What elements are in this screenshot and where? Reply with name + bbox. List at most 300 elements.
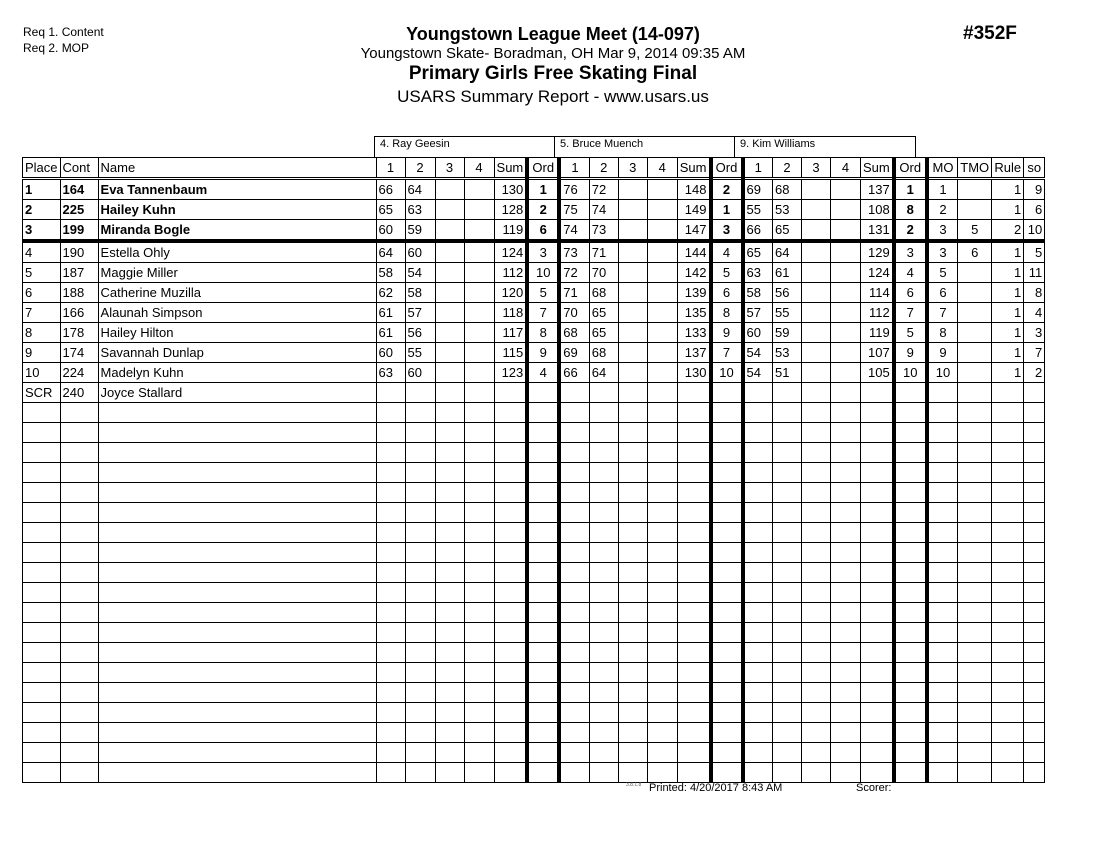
judge2-score-3 [618,220,647,242]
empty-cell [958,543,992,563]
empty-cell [60,663,98,683]
empty-cell [464,523,494,543]
judge3-ordinal: 3 [894,241,927,263]
empty-cell [60,503,98,523]
empty-cell [494,743,527,763]
empty-cell [647,743,677,763]
empty-cell [992,523,1024,543]
empty-cell [618,483,647,503]
mo-cell: 10 [927,363,958,383]
empty-cell [60,683,98,703]
empty-cell [464,563,494,583]
empty-cell [494,603,527,623]
empty-cell [464,743,494,763]
judge1-score-3 [435,283,464,303]
empty-cell [992,603,1024,623]
empty-cell [743,563,773,583]
empty-cell [435,463,464,483]
empty-cell [60,743,98,763]
empty-cell [1024,403,1045,423]
empty-cell [647,423,677,443]
empty-cell [647,443,677,463]
empty-cell [618,683,647,703]
empty-cell [711,543,743,563]
empty-cell [559,683,589,703]
empty-cell [435,703,464,723]
empty-cell [831,723,861,743]
judge1-score-3 [435,303,464,323]
empty-cell [559,543,589,563]
empty-cell [992,563,1024,583]
empty-cell [559,643,589,663]
judge2-score-sum: 144 [677,241,710,263]
empty-cell [861,483,894,503]
empty-cell [711,483,743,503]
empty-cell [992,403,1024,423]
judge2-score-sum: 149 [677,200,710,220]
empty-cell [435,743,464,763]
empty-cell [831,703,861,723]
judge2-score-1: 76 [559,179,589,200]
empty-cell [98,643,376,663]
judge3-score-1: 54 [743,363,773,383]
empty-cell [773,643,802,663]
empty-cell [743,763,773,783]
judge1-score-sum: 130 [494,179,527,200]
empty-cell [677,503,710,523]
empty-cell [1024,763,1045,783]
empty-cell [98,563,376,583]
judge1-score-1: 60 [376,343,405,363]
judge3-score-1: 69 [743,179,773,200]
empty-cell [589,423,618,443]
empty-cell [494,423,527,443]
empty-cell [405,563,435,583]
empty-cell [527,443,559,463]
empty-cell [435,543,464,563]
empty-cell [98,723,376,743]
empty-cell [927,483,958,503]
judge2-score-1: 66 [559,363,589,383]
empty-cell [711,603,743,623]
empty-cell [647,683,677,703]
empty-cell [60,763,98,783]
empty-cell [1024,663,1045,683]
col-j1-3: 3 [435,158,464,179]
empty-cell [589,643,618,663]
empty-cell [405,463,435,483]
mo-cell: 3 [927,220,958,242]
mo-cell: 6 [927,283,958,303]
empty-cell [618,443,647,463]
empty-cell [589,483,618,503]
empty-cell [435,503,464,523]
empty-cell [527,683,559,703]
empty-cell [927,743,958,763]
empty-row [23,723,1045,743]
empty-cell [927,423,958,443]
empty-cell [927,723,958,743]
empty-row [23,683,1045,703]
empty-cell [405,643,435,663]
rule-cell: 1 [992,283,1024,303]
empty-cell [992,463,1024,483]
empty-cell [98,703,376,723]
judge2-score-sum: 147 [677,220,710,242]
judge1-score-4 [464,283,494,303]
empty-cell [589,503,618,523]
empty-cell [589,563,618,583]
judge1-score-3 [435,241,464,263]
so-cell: 11 [1024,263,1045,283]
judge3-score-3 [802,363,831,383]
empty-cell [618,523,647,543]
empty-cell [711,703,743,723]
judge3-score-sum: 119 [861,323,894,343]
empty-cell [559,463,589,483]
judge3-score-2: 53 [773,200,802,220]
judge2-score-4 [647,220,677,242]
empty-cell [527,523,559,543]
judge1-ordinal: 2 [527,200,559,220]
empty-cell [527,463,559,483]
judge1-score-2: 57 [405,303,435,323]
place-cell: SCR [23,383,61,403]
empty-cell [618,423,647,443]
name-cell: Catherine Muzilla [98,283,376,303]
place-cell: 10 [23,363,61,383]
empty-cell [831,403,861,423]
empty-cell [958,623,992,643]
judge1-score-4 [464,200,494,220]
rule-cell: 1 [992,179,1024,200]
empty-cell [464,463,494,483]
judge2-ordinal: 10 [711,363,743,383]
empty-cell [589,523,618,543]
empty-cell [435,603,464,623]
empty-cell [589,403,618,423]
col-j2-1: 1 [559,158,589,179]
empty-cell [376,423,405,443]
empty-cell [773,483,802,503]
empty-cell [1024,683,1045,703]
judge1-score-sum: 115 [494,343,527,363]
judge1-score-2: 55 [405,343,435,363]
empty-cell [743,423,773,443]
so-cell: 5 [1024,241,1045,263]
mo-cell [927,383,958,403]
empty-cell [60,603,98,623]
judge1-score-2: 58 [405,283,435,303]
judge1-score-1: 63 [376,363,405,383]
judge3-score-1: 55 [743,200,773,220]
empty-cell [376,723,405,743]
empty-cell [376,743,405,763]
empty-cell [992,723,1024,743]
judge1-ordinal: 7 [527,303,559,323]
judge2-score-2: 71 [589,241,618,263]
col-j3-3: 3 [802,158,831,179]
judge2-score-2: 70 [589,263,618,283]
judge2-score-1 [559,383,589,403]
judge2-score-sum: 133 [677,323,710,343]
empty-cell [992,703,1024,723]
mo-cell: 5 [927,263,958,283]
empty-cell [773,723,802,743]
empty-cell [559,623,589,643]
empty-cell [773,503,802,523]
place-cell: 4 [23,241,61,263]
cont-cell: 164 [60,179,98,200]
empty-cell [527,423,559,443]
empty-cell [376,683,405,703]
empty-cell [1024,543,1045,563]
judge2-score-sum: 137 [677,343,710,363]
table-row [23,263,1045,283]
so-cell: 4 [1024,303,1045,323]
empty-cell [1024,723,1045,743]
empty-cell [773,603,802,623]
empty-cell [60,523,98,543]
empty-cell [831,483,861,503]
judge3-score-4 [831,200,861,220]
empty-cell [618,543,647,563]
empty-cell [802,503,831,523]
col-cont: Cont [60,158,98,179]
judge3-ordinal: 5 [894,323,927,343]
empty-cell [405,663,435,683]
place-cell: 8 [23,323,61,343]
empty-cell [927,443,958,463]
empty-cell [894,443,927,463]
empty-cell [435,723,464,743]
col-j2-4: 4 [647,158,677,179]
empty-cell [405,523,435,543]
judge1-score-sum: 112 [494,263,527,283]
empty-cell [464,663,494,683]
empty-cell [927,583,958,603]
cont-cell: 188 [60,283,98,303]
empty-cell [802,723,831,743]
judge2-score-3 [618,363,647,383]
empty-cell [589,663,618,683]
empty-cell [435,623,464,643]
empty-cell [773,523,802,543]
empty-cell [494,563,527,583]
rule-cell: 1 [992,343,1024,363]
name-cell: Madelyn Kuhn [98,363,376,383]
empty-cell [559,403,589,423]
tmo-cell [958,383,992,403]
empty-cell [559,483,589,503]
empty-cell [927,543,958,563]
judge-header-2: 5. Bruce Muench [554,136,735,157]
empty-cell [894,603,927,623]
empty-cell [831,663,861,683]
empty-cell [60,643,98,663]
empty-cell [802,703,831,723]
empty-cell [559,663,589,683]
empty-cell [376,643,405,663]
judge3-score-3 [802,179,831,200]
so-cell: 2 [1024,363,1045,383]
judge3-score-2: 61 [773,263,802,283]
empty-cell [802,623,831,643]
empty-cell [677,683,710,703]
judge2-score-3 [618,179,647,200]
judge2-score-3 [618,343,647,363]
empty-cell [435,403,464,423]
empty-cell [958,463,992,483]
empty-cell [589,543,618,563]
so-cell: 10 [1024,220,1045,242]
empty-cell [23,403,61,423]
empty-cell [494,663,527,683]
empty-cell [1024,523,1045,543]
empty-row [23,563,1045,583]
empty-cell [894,643,927,663]
empty-cell [527,763,559,783]
judge3-score-4 [831,283,861,303]
empty-cell [1024,583,1045,603]
empty-cell [958,603,992,623]
empty-cell [23,723,61,743]
judge3-score-4 [831,241,861,263]
empty-cell [677,463,710,483]
empty-cell [958,763,992,783]
empty-cell [23,443,61,463]
judge1-score-2: 54 [405,263,435,283]
empty-cell [647,463,677,483]
name-cell: Alaunah Simpson [98,303,376,323]
empty-cell [927,503,958,523]
empty-cell [773,743,802,763]
judge3-score-2 [773,383,802,403]
judge2-ordinal [711,383,743,403]
empty-row [23,603,1045,623]
empty-cell [927,603,958,623]
empty-cell [376,483,405,503]
empty-cell [376,523,405,543]
judge3-score-sum: 131 [861,220,894,242]
empty-cell [861,423,894,443]
judge1-score-1: 61 [376,323,405,343]
empty-cell [802,603,831,623]
so-cell: 6 [1024,200,1045,220]
empty-cell [831,763,861,783]
rule-cell: 1 [992,363,1024,383]
judge3-score-sum: 114 [861,283,894,303]
judge2-score-1: 69 [559,343,589,363]
empty-cell [894,763,927,783]
empty-cell [894,483,927,503]
name-cell: Joyce Stallard [98,383,376,403]
judge2-score-4 [647,323,677,343]
event-title: Primary Girls Free Skating Final [408,63,698,84]
judge2-score-sum [677,383,710,403]
rule-cell [992,383,1024,403]
empty-cell [647,503,677,523]
empty-cell [743,463,773,483]
empty-cell [376,503,405,523]
empty-cell [802,403,831,423]
table-row [23,343,1045,363]
empty-cell [23,563,61,583]
empty-cell [494,763,527,783]
empty-cell [589,763,618,783]
empty-cell [802,583,831,603]
empty-cell [589,623,618,643]
judge1-ordinal: 6 [527,220,559,242]
empty-cell [861,563,894,583]
empty-cell [435,683,464,703]
empty-cell [464,583,494,603]
empty-cell [464,763,494,783]
report-header [330,24,776,107]
judge1-ordinal: 9 [527,343,559,363]
empty-cell [992,643,1024,663]
empty-cell [376,543,405,563]
judge2-score-sum: 130 [677,363,710,383]
judge1-score-2: 60 [405,363,435,383]
empty-cell [743,603,773,623]
judge2-score-2 [589,383,618,403]
empty-cell [23,483,61,503]
empty-cell [435,763,464,783]
empty-cell [464,443,494,463]
empty-cell [927,703,958,723]
col-name: Name [98,158,376,179]
empty-cell [773,563,802,583]
place-cell: 2 [23,200,61,220]
empty-cell [618,583,647,603]
empty-cell [464,483,494,503]
empty-cell [527,543,559,563]
empty-cell [98,663,376,683]
judge1-score-sum: 128 [494,200,527,220]
judge3-score-1 [743,383,773,403]
judge1-score-2: 64 [405,179,435,200]
judge2-score-1: 73 [559,241,589,263]
col-j1-4: 4 [464,158,494,179]
empty-cell [98,463,376,483]
empty-cell [647,643,677,663]
judge1-score-3 [435,383,464,403]
empty-cell [802,423,831,443]
col-mo: MO [927,158,958,179]
printed-timestamp: Printed: 4/20/2017 8:43 AM [649,782,783,794]
judge2-score-2: 72 [589,179,618,200]
report-title: USARS Summary Report - www.usars.us [397,87,709,106]
judge1-score-sum: 117 [494,323,527,343]
empty-cell [618,663,647,683]
empty-cell [711,643,743,663]
empty-cell [773,583,802,603]
empty-cell [435,423,464,443]
mo-cell: 3 [927,241,958,263]
empty-cell [435,523,464,543]
empty-cell [677,403,710,423]
empty-cell [1024,603,1045,623]
col-j1-2: 2 [405,158,435,179]
judge2-score-1: 68 [559,323,589,343]
judge3-score-3 [802,323,831,343]
empty-cell [992,443,1024,463]
empty-cell [677,583,710,603]
empty-cell [405,443,435,463]
judge1-score-2: 60 [405,241,435,263]
empty-cell [773,463,802,483]
